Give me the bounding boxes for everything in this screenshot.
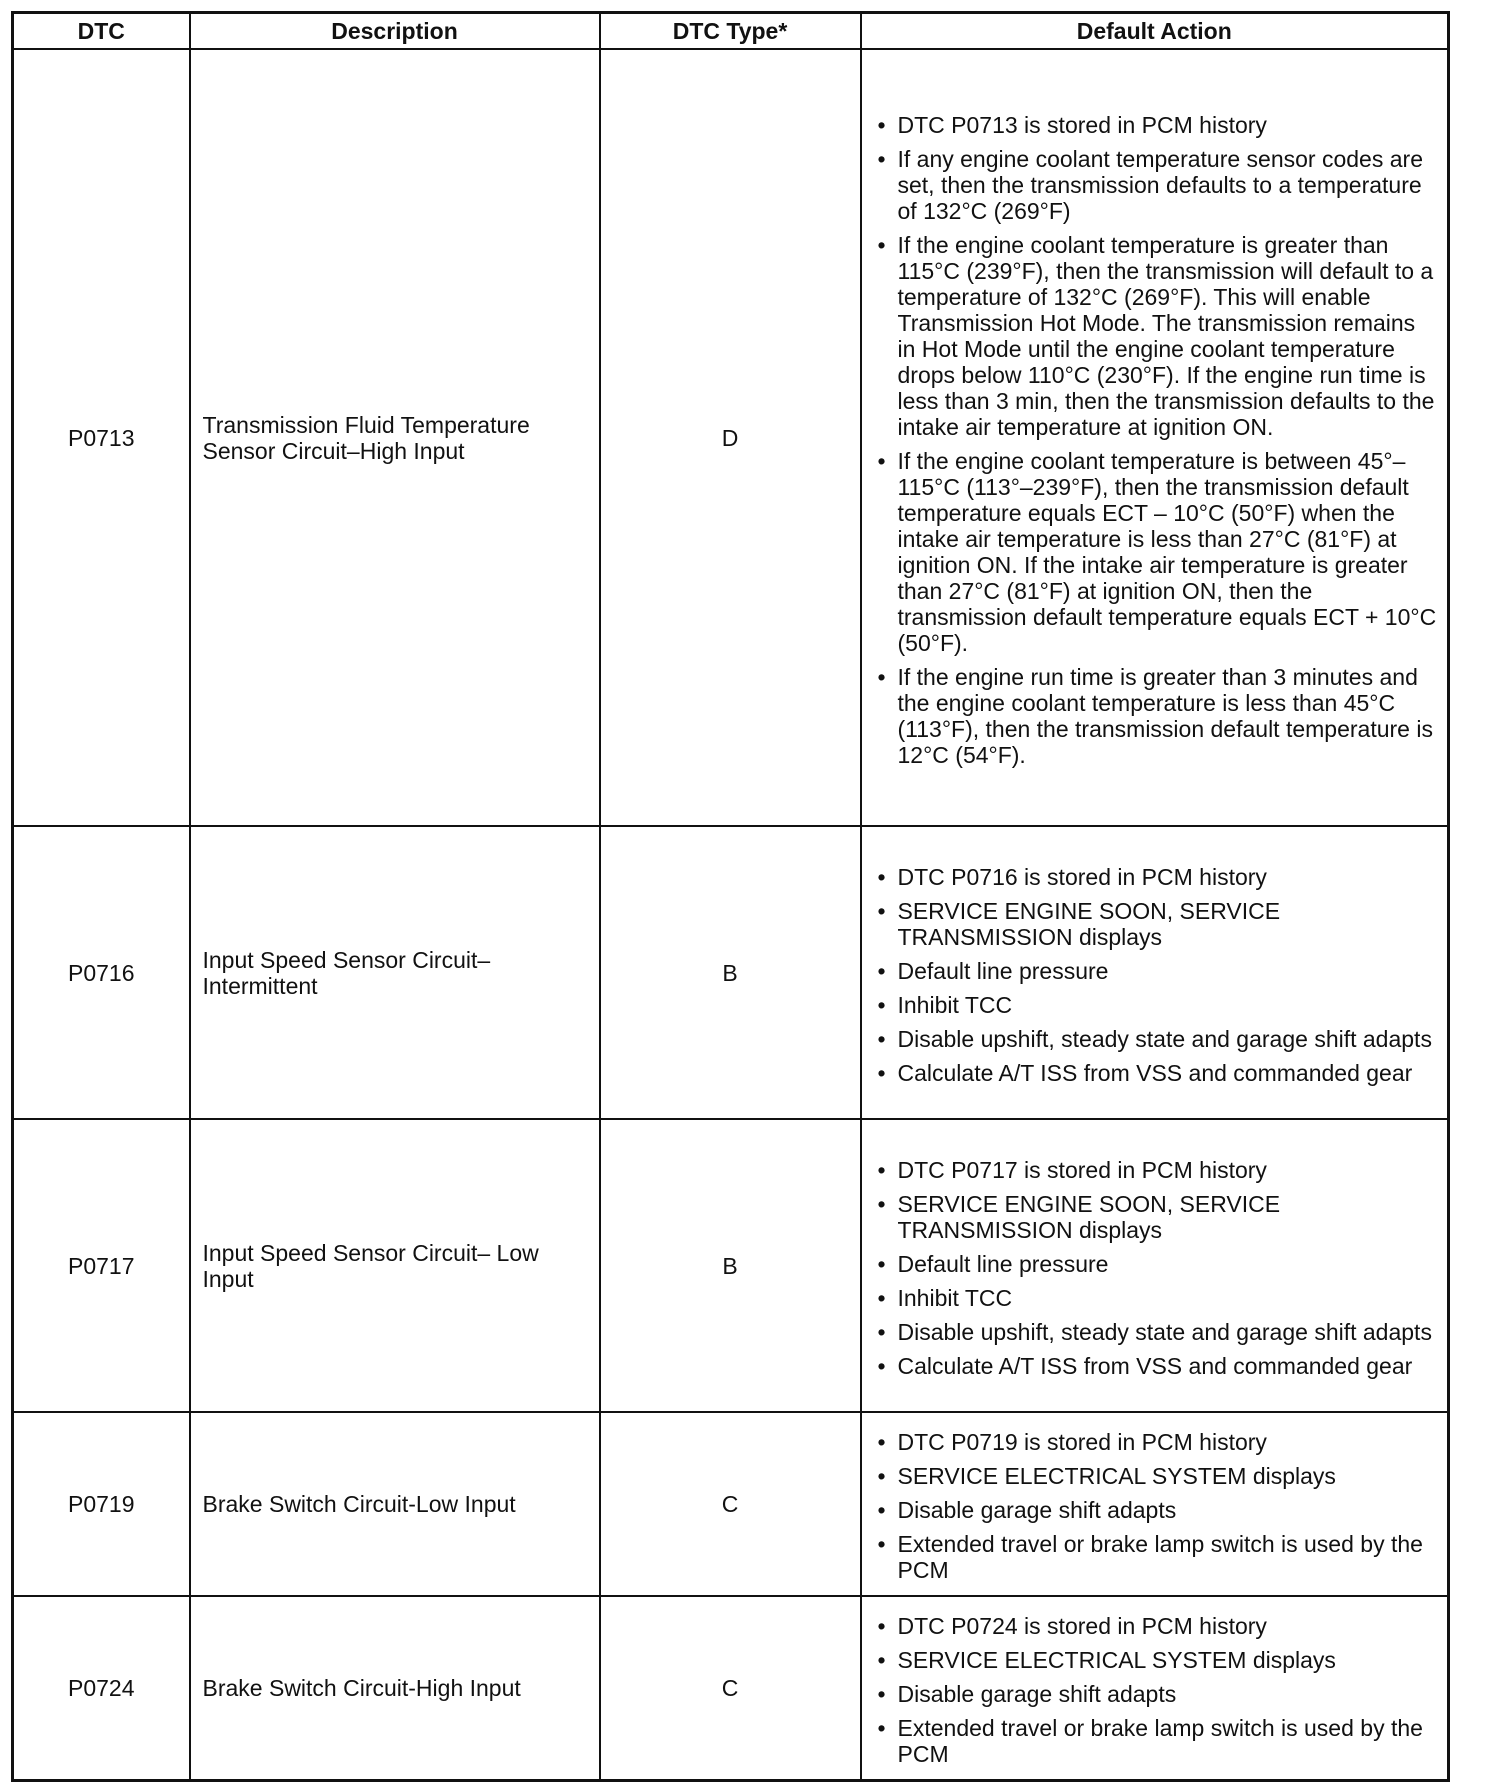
default-action-cell: [861, 1119, 1449, 1412]
list-item: • DTC P0716 is stored in PCM history: [872, 864, 1440, 890]
header-dtc-type: DTC Type*: [600, 13, 861, 50]
list-item: • Disable upshift, steady state and garage shift adapts: [872, 1026, 1440, 1052]
list-item: • SERVICE ENGINE SOON, SERVICE TRANSMISSION displays: [872, 1191, 1440, 1243]
list-item: • Inhibit TCC: [872, 992, 1440, 1018]
table-row: [13, 1596, 1449, 1781]
dtc-code: P0716: [13, 826, 190, 1119]
list-item: • Extended travel or brake lamp switch is used by the PCM: [872, 1531, 1440, 1583]
dtc-type: C: [600, 1596, 861, 1781]
default-action-list: [872, 864, 1440, 1086]
header-description: Description: [190, 13, 600, 50]
list-item: • DTC P0719 is stored in PCM history: [872, 1429, 1440, 1455]
dtc-type: B: [600, 1119, 861, 1412]
default-action-cell: [861, 1596, 1449, 1781]
default-action-cell: [861, 1412, 1449, 1596]
dtc-code: P0717: [13, 1119, 190, 1412]
list-item: • If the engine coolant temperature is between 45°–115°C (113°–239°F), then the transmission default temperature equals ECT – 10°C (50°F) when the intake air temperature is less than 27°C (81°F) at ignition ON. If the intake air temperature is greater than 27°C (81°F) at ignition ON, then the transmission default temperature equals ECT + 10°C (50°F).: [872, 448, 1440, 656]
table-row: [13, 1119, 1449, 1412]
table-row: [13, 49, 1449, 826]
dtc-code: P0713: [13, 49, 190, 826]
dtc-description: Transmission Fluid Temperature Sensor Circuit–High Input: [190, 49, 600, 826]
list-item: • Default line pressure: [872, 1251, 1440, 1277]
list-item: • Disable garage shift adapts: [872, 1681, 1440, 1707]
dtc-code: P0724: [13, 1596, 190, 1781]
dtc-description: Brake Switch Circuit-High Input: [190, 1596, 600, 1781]
header-default-action: Default Action: [861, 13, 1449, 50]
default-action-cell: [861, 49, 1449, 826]
dtc-type: B: [600, 826, 861, 1119]
dtc-description: Input Speed Sensor Circuit– Low Input: [190, 1119, 600, 1412]
list-item: • Default line pressure: [872, 958, 1440, 984]
default-action-list: [872, 1157, 1440, 1379]
list-item: • Calculate A/T ISS from VSS and commanded gear: [872, 1060, 1440, 1086]
list-item: • DTC P0717 is stored in PCM history: [872, 1157, 1440, 1183]
list-item: • SERVICE ENGINE SOON, SERVICE TRANSMISSION displays: [872, 898, 1440, 950]
default-action-list: [872, 1429, 1440, 1583]
list-item: • Inhibit TCC: [872, 1285, 1440, 1311]
dtc-description: Input Speed Sensor Circuit– Intermittent: [190, 826, 600, 1119]
list-item: • Disable upshift, steady state and garage shift adapts: [872, 1319, 1440, 1345]
table-row: [13, 826, 1449, 1119]
dtc-description: Brake Switch Circuit-Low Input: [190, 1412, 600, 1596]
default-action-list: [872, 1613, 1440, 1767]
dtc-type: D: [600, 49, 861, 826]
list-item: • SERVICE ELECTRICAL SYSTEM displays: [872, 1463, 1440, 1489]
list-item: • If the engine run time is greater than 3 minutes and the engine coolant temperature is less than 45°C (113°F), then the transmission default temperature is 12°C (54°F).: [872, 664, 1440, 768]
table-header-row: [13, 13, 1449, 50]
dtc-table: [11, 11, 1450, 1782]
default-action-cell: [861, 826, 1449, 1119]
list-item: • If the engine coolant temperature is greater than 115°C (239°F), then the transmission will default to a temperature of 132°C (269°F). This will enable Transmission Hot Mode. The transmission remains in Hot Mode until the engine coolant temperature drops below 110°C (230°F). If the engine run time is less than 3 min, then the transmission defaults to the intake air temperature at ignition ON.: [872, 232, 1440, 440]
list-item: • SERVICE ELECTRICAL SYSTEM displays: [872, 1647, 1440, 1673]
table-row: [13, 1412, 1449, 1596]
list-item: • Disable garage shift adapts: [872, 1497, 1440, 1523]
list-item: • DTC P0713 is stored in PCM history: [872, 112, 1440, 138]
default-action-list: [872, 112, 1440, 768]
dtc-type: C: [600, 1412, 861, 1596]
list-item: • DTC P0724 is stored in PCM history: [872, 1613, 1440, 1639]
list-item: • Extended travel or brake lamp switch is used by the PCM: [872, 1715, 1440, 1767]
list-item: • If any engine coolant temperature sensor codes are set, then the transmission defaults to a temperature of 132°C (269°F): [872, 146, 1440, 224]
dtc-code: P0719: [13, 1412, 190, 1596]
header-dtc: DTC: [13, 13, 190, 50]
list-item: • Calculate A/T ISS from VSS and commanded gear: [872, 1353, 1440, 1379]
